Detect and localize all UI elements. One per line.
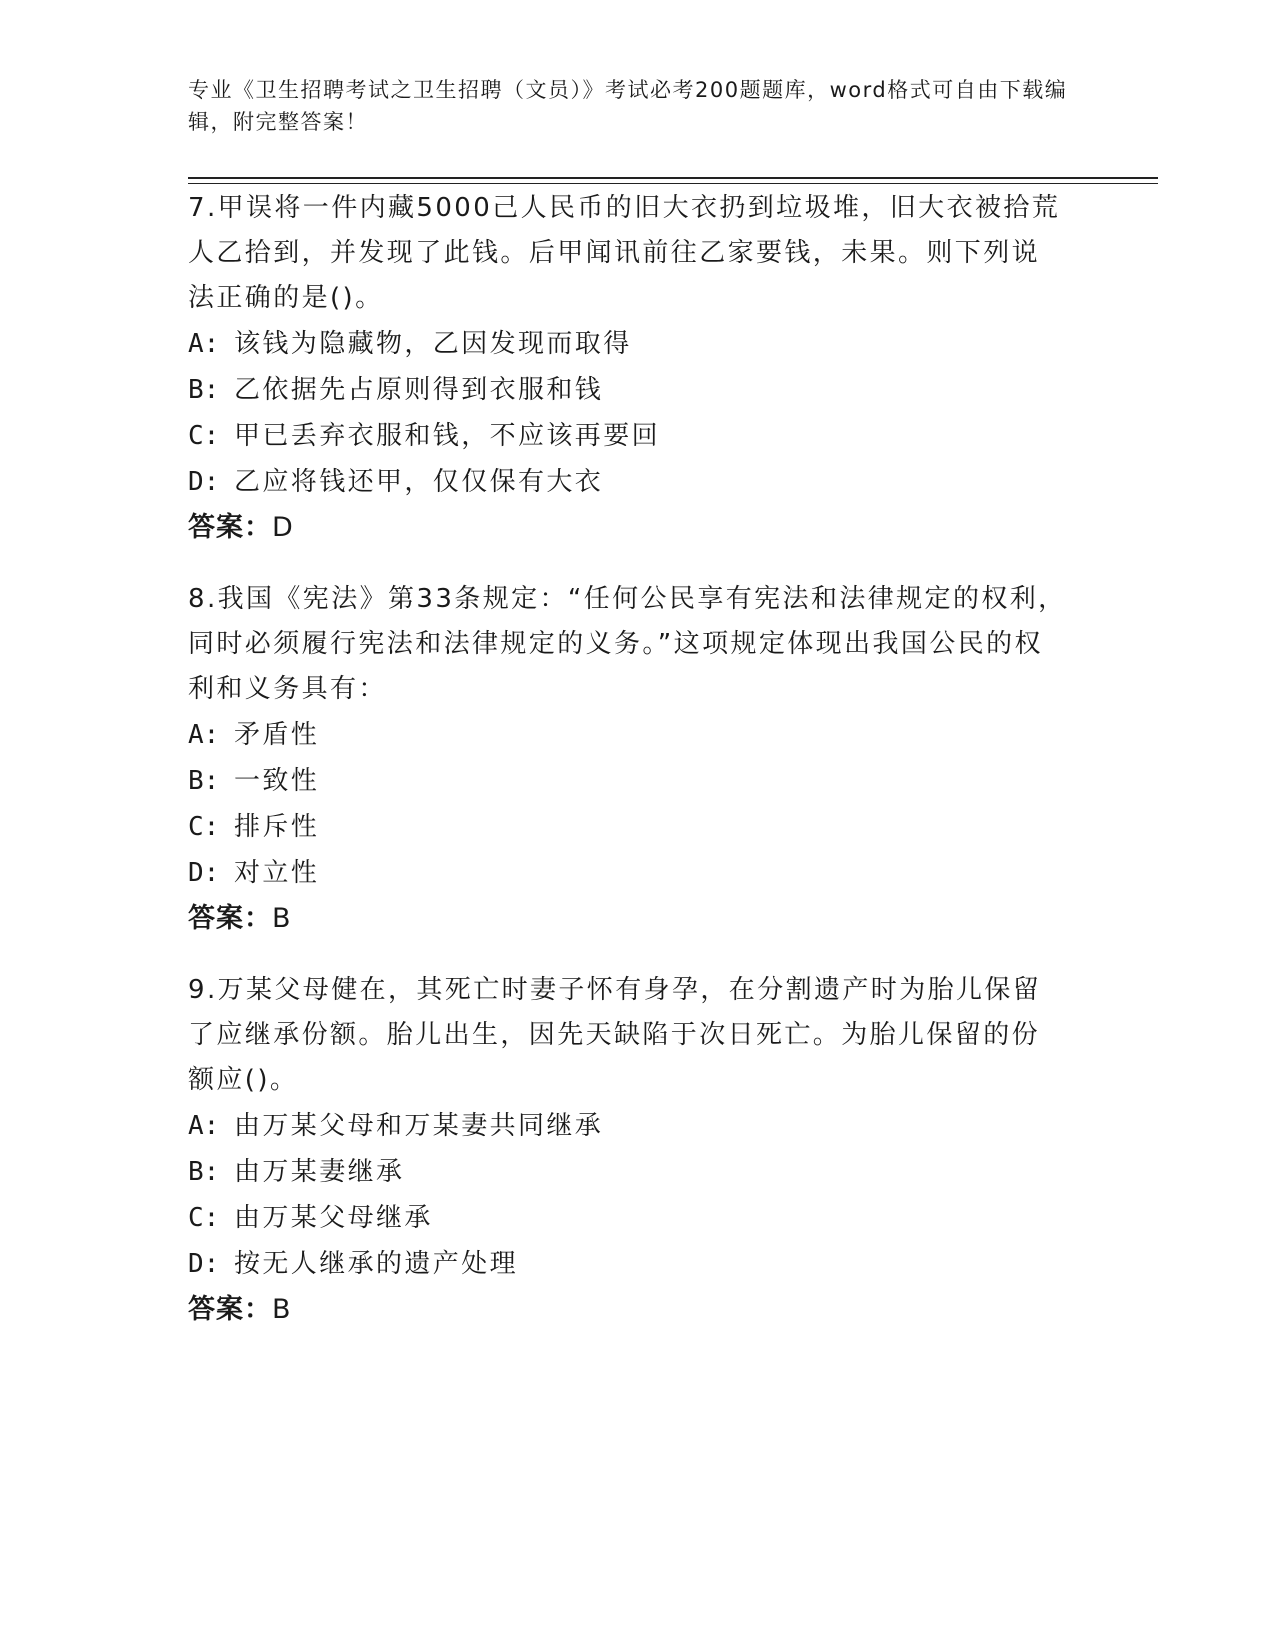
option-letter: D: [188,1249,220,1279]
option-text: 由万某父母继承 [234,1203,433,1233]
option-d [188,1241,1088,1287]
option-letter: D: [188,858,220,888]
header-divider-thin [188,183,1158,184]
question-9 [188,968,1088,1333]
question-stem: 8.我国《宪法》第33条规定：“任何公民享有宪法和法律规定的权利，同时必须履行宪法和法律规定的义务。”这项规定体现出我国公民的权利和义务具有： [188,584,1067,704]
option-a [188,1103,1088,1149]
answer-value: B [272,903,292,934]
option-text: 对立性 [234,858,320,888]
option-d [188,850,1088,896]
option-c [188,804,1088,850]
option-letter: A: [188,1111,220,1141]
option-letter: B: [188,766,220,796]
question-stem: 9.万某父母健在，其死亡时妻子怀有身孕，在分割遗产时为胎儿保留了应继承份额。胎儿出生，因先天缺陷于次日死亡。为胎儿保留的份额应()。 [188,975,1042,1095]
option-c [188,413,1088,459]
option-text: 一致性 [234,766,320,796]
option-letter: C: [188,421,220,451]
answer-label: 答案： [188,1294,272,1325]
option-letter: B: [188,1157,220,1187]
option-b [188,1149,1088,1195]
answer-value: D [272,512,294,543]
option-letter: C: [188,1203,220,1233]
option-letter: C: [188,812,220,842]
header-divider-thick [188,177,1158,179]
option-b [188,758,1088,804]
option-letter: B: [188,375,220,405]
option-a [188,712,1088,758]
option-b [188,367,1088,413]
document-header: 专业《卫生招聘考试之卫生招聘（文员）》考试必考200题题库，word格式可自由下载编辑，附完整答案！ [188,78,1068,134]
question-8 [188,577,1088,942]
question-stem: 7.甲误将一件内藏5000己人民币的旧大衣扔到垃圾堆，旧大衣被拾荒人乙拾到，并发现了此钱。后甲闻讯前往乙家要钱，未果。则下列说法正确的是()。 [188,193,1061,313]
option-d [188,459,1088,505]
answer-value: B [272,1294,292,1325]
option-letter: D: [188,467,220,497]
answer-line [188,505,1088,551]
option-c [188,1195,1088,1241]
option-text: 由万某妻继承 [234,1157,405,1187]
answer-line [188,896,1088,942]
option-letter: A: [188,720,220,750]
option-text: 甲已丢弃衣服和钱，不应该再要回 [234,421,661,451]
answer-label: 答案： [188,512,272,543]
answer-label: 答案： [188,903,272,934]
option-text: 按无人继承的遗产处理 [234,1249,519,1279]
option-letter: A: [188,329,220,359]
question-7 [188,186,1088,551]
option-text: 乙应将钱还甲，仅仅保有大衣 [234,467,604,497]
option-text: 该钱为隐藏物，乙因发现而取得 [234,329,632,359]
option-text: 矛盾性 [234,720,320,750]
option-a [188,321,1088,367]
answer-line [188,1287,1088,1333]
option-text: 排斥性 [234,812,320,842]
option-text: 由万某父母和万某妻共同继承 [234,1111,604,1141]
option-text: 乙依据先占原则得到衣服和钱 [234,375,604,405]
